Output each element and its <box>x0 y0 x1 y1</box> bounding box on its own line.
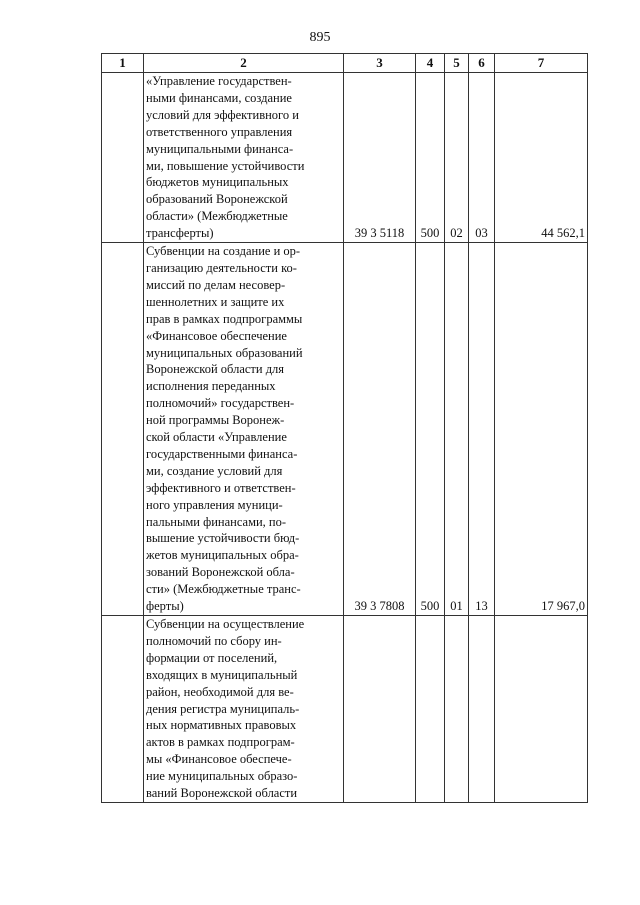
target-article-cell <box>344 616 416 803</box>
description-line: «Управление государствен- <box>146 74 292 88</box>
page-number: 895 <box>309 30 331 45</box>
description-line: ганизацию деятельности ко- <box>146 260 297 275</box>
column-header-4: 4 <box>416 54 445 73</box>
section-cell: 02 <box>445 73 469 243</box>
column-header-7: 7 <box>495 54 588 73</box>
section-cell <box>445 616 469 803</box>
description-line: муниципальных образований <box>146 345 303 360</box>
amount-cell <box>495 616 588 803</box>
description-line: ного управления муници- <box>146 497 283 512</box>
target-article-cell: 39 3 5118 <box>344 73 416 243</box>
budget-table <box>101 53 588 803</box>
column-header-5: 5 <box>445 54 469 73</box>
column-header-6: 6 <box>469 54 495 73</box>
row-number-cell <box>102 243 144 616</box>
description-cell <box>144 243 344 616</box>
description-line: актов в рамках подпрограм- <box>146 735 295 750</box>
amount-cell: 44 562,1 <box>495 73 588 243</box>
description-line: эффективного и ответствен- <box>146 480 296 495</box>
subsection-cell: 13 <box>469 243 495 616</box>
amount-cell: 17 967,0 <box>495 243 588 616</box>
description-line: образований Воронежской <box>146 192 288 207</box>
description-line: дения регистра муниципаль- <box>146 701 300 716</box>
subsection-cell: 03 <box>469 73 495 243</box>
table-row <box>102 73 588 243</box>
description-line: области» (Межбюджетные <box>146 209 288 224</box>
table-header-row <box>102 54 588 73</box>
description-line: район, необходимой для ве- <box>146 684 294 699</box>
description-line: ной программы Воронеж- <box>146 413 285 428</box>
description-line: государственными финанса- <box>146 446 298 461</box>
table-body <box>102 73 588 803</box>
description-line: трансферты) <box>146 226 214 241</box>
description-line: ми, создание условий для <box>146 463 283 478</box>
description-line: сти» (Межбюджетные транс- <box>146 582 301 597</box>
description-line: ми, повышение устойчивости <box>146 158 305 173</box>
table-row <box>102 243 588 616</box>
subsection-cell <box>469 616 495 803</box>
description-cell <box>144 616 344 803</box>
column-header-2: 2 <box>144 54 344 73</box>
description-line: ваний Воронежской области <box>146 786 298 801</box>
description-line: зований Воронежской обла- <box>146 565 295 580</box>
row-number-cell <box>102 616 144 803</box>
description-line: входящих в муниципальный <box>146 667 298 682</box>
description-line: исполнения переданных <box>146 379 276 394</box>
description-line: Субвенции на осуществление <box>146 617 305 631</box>
description-line: бюджетов муниципальных <box>146 175 289 190</box>
description-line: полномочий по сбору ин- <box>146 633 282 648</box>
description-line: прав в рамках подпрограммы <box>146 311 303 326</box>
description-line: ние муниципальных образо- <box>146 769 298 784</box>
description-line: жетов муниципальных обра- <box>146 548 299 563</box>
description-cell <box>144 73 344 243</box>
description-line: муниципальными финанса- <box>146 141 294 156</box>
row-number-cell <box>102 73 144 243</box>
target-article-cell: 39 3 7808 <box>344 243 416 616</box>
description-line: формации от поселений, <box>146 650 278 665</box>
description-line: шеннолетних и защите их <box>146 294 285 309</box>
description-line: ской области «Управление <box>146 430 287 445</box>
expense-type-cell: 500 <box>416 243 445 616</box>
description-line: вышение устойчивости бюд- <box>146 531 300 546</box>
expense-type-cell: 500 <box>416 73 445 243</box>
description-line: полномочий» государствен- <box>146 396 295 411</box>
column-header-3: 3 <box>344 54 416 73</box>
description-line: мы «Финансовое обеспече- <box>146 752 292 767</box>
description-line: миссий по делам несовер- <box>146 277 286 292</box>
description-line: «Финансовое обеспечение <box>146 328 287 343</box>
expense-type-cell <box>416 616 445 803</box>
description-line: ных нормативных правовых <box>146 718 297 733</box>
table-row <box>102 616 588 803</box>
description-line: ными финансами, создание <box>146 90 292 105</box>
column-header-1: 1 <box>102 54 144 73</box>
description-line: Субвенции на создание и ор- <box>146 244 301 259</box>
description-line: ферты) <box>146 599 184 614</box>
section-cell: 01 <box>445 243 469 616</box>
description-line: ответственного управления <box>146 124 293 139</box>
description-line: пальными финансами, по- <box>146 514 287 529</box>
description-line: Воронежской области для <box>146 362 285 377</box>
description-line: условий для эффективного и <box>146 107 299 122</box>
